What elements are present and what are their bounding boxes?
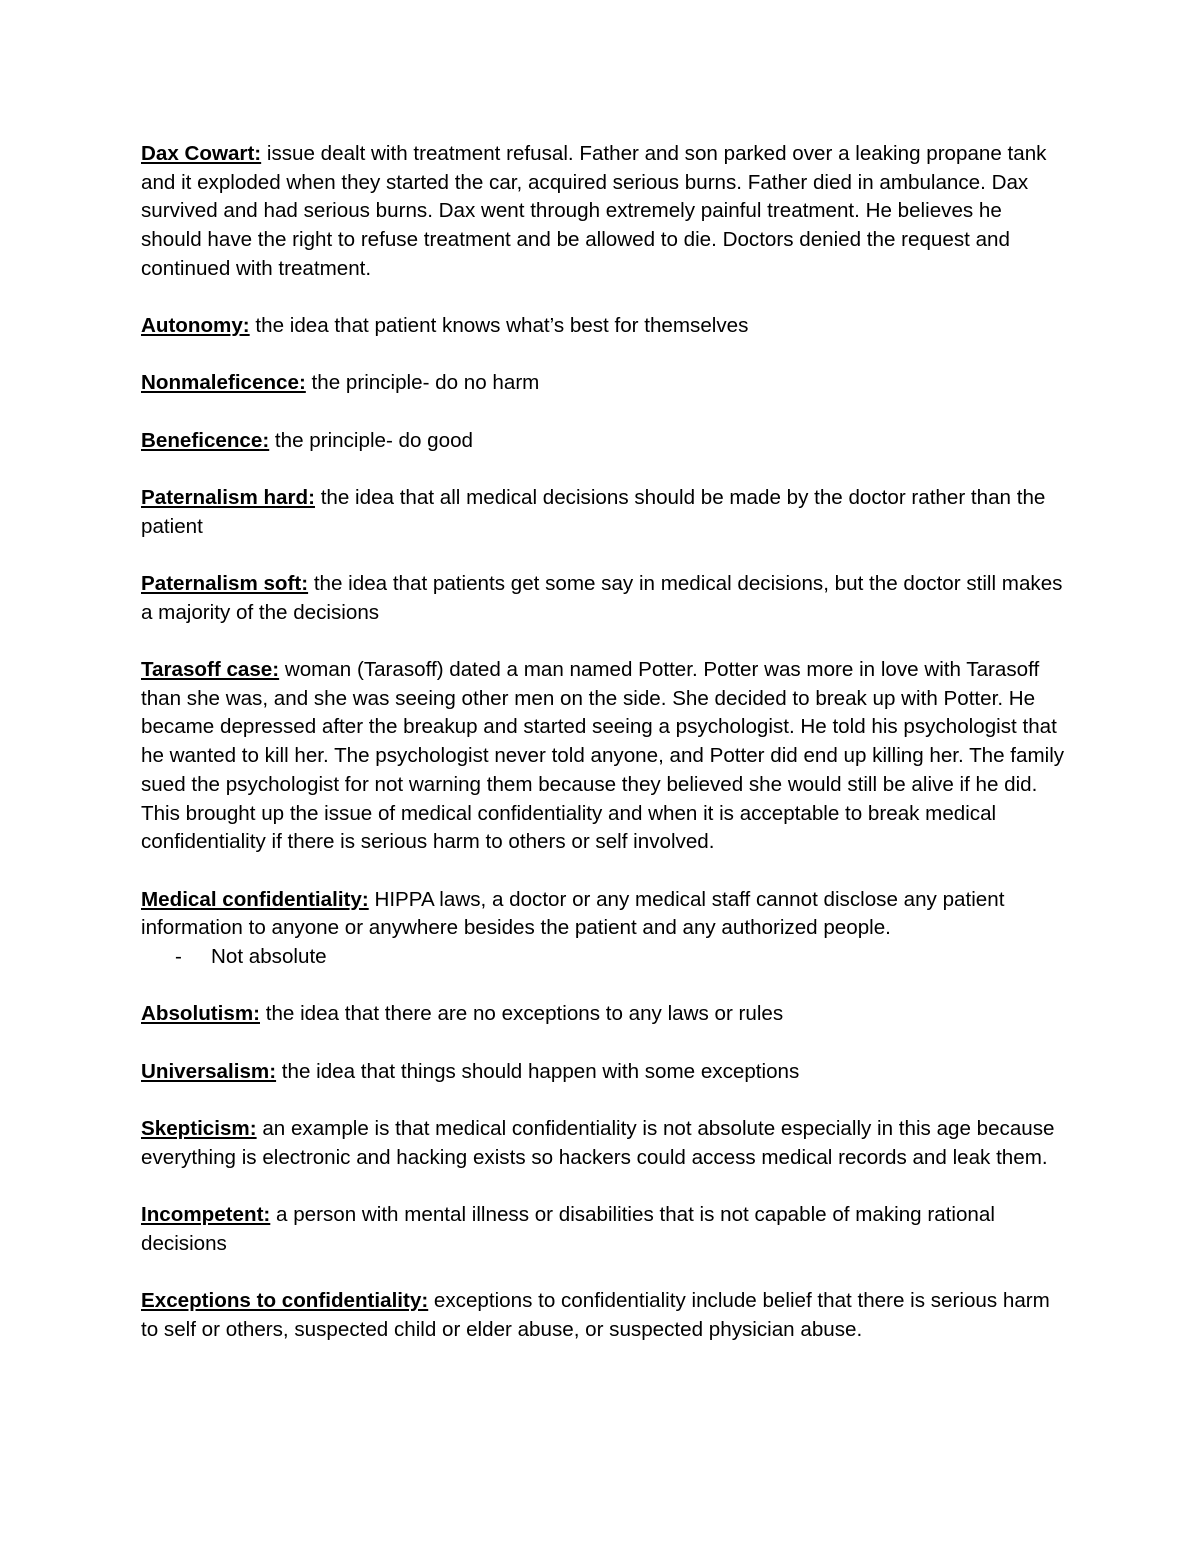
entry-term: Tarasoff case:	[141, 658, 280, 681]
entry-medical-confidentiality	[141, 886, 1066, 972]
entry-universalism	[141, 1058, 1066, 1087]
entry-text: a person with mental illness or disabilities that is not capable of making rational decisions	[141, 1202, 995, 1255]
entry-tarasoff-case	[141, 656, 1066, 857]
entry-dax-cowart	[141, 140, 1066, 284]
entry-term: Skepticism:	[141, 1116, 257, 1140]
entry-term: Beneficence:	[141, 428, 270, 452]
entry-autonomy	[141, 312, 1066, 341]
entry-text: the principle- do good	[269, 428, 473, 452]
entry-text: the idea that things should happen with some exceptions	[276, 1059, 800, 1083]
entry-text: the idea that patients get some say in medical decisions, but the doctor still makes a majority of the decisions	[141, 572, 1063, 624]
entry-term: Absolutism:	[141, 1002, 260, 1026]
entry-text: HIPPA laws, a doctor or any medical staff cannot disclose any patient information to anyone or anywhere besides the patient and any authorized people.	[141, 887, 1005, 940]
entry-skepticism	[141, 1115, 1066, 1172]
entry-text: the idea that all medical decisions should be made by the doctor rather than the patient	[141, 486, 1046, 538]
entry-text: the idea that patient knows what’s best for themselves	[249, 314, 749, 338]
entry-term: Paternalism soft:	[141, 572, 309, 595]
entry-term: Exceptions to confidentiality:	[141, 1288, 429, 1312]
bullet-dash: -	[175, 944, 182, 968]
entry-incompetent	[141, 1201, 1066, 1258]
entry-text: the principle- do no harm	[305, 371, 540, 395]
document-page	[141, 140, 1066, 1373]
entry-text: exceptions to confidentiality include belief that there is serious harm to self or others, suspected child or elder abuse, or suspected physician abuse.	[141, 1288, 1050, 1341]
entry-paternalism-hard	[141, 484, 1066, 541]
bullet-text: Not absolute	[211, 944, 327, 968]
entry-term: Paternalism hard:	[141, 486, 315, 509]
bullet-item	[141, 943, 1066, 972]
entry-term: Dax Cowart:	[141, 142, 262, 165]
entry-term: Autonomy:	[141, 314, 250, 338]
entry-term: Medical confidentiality:	[141, 887, 369, 911]
entry-paternalism-soft	[141, 570, 1066, 627]
entry-nonmaleficence	[141, 369, 1066, 398]
entry-term: Universalism:	[141, 1059, 277, 1083]
entry-text: woman (Tarasoff) dated a man named Potter. Potter was more in love with Tarasoff than she was, and she was seeing other men on the side. She decided to break up with Potter. He became depressed after the breakup and started seeing a psychologist. He told his psychologist that he wanted to kill her. The psychologist never told anyone, and Potter did end up killing her. The family sued the psychologist for not warning them because they believed she would still be alive if he did. This brought up the issue of medical confidentiality and when it is acceptable to break medical confidentiality if there is serious harm to others or self involved.	[141, 658, 1065, 854]
entry-term: Incompetent:	[141, 1202, 271, 1226]
entry-exceptions-to-confidentiality	[141, 1287, 1066, 1344]
entry-text: the idea that there are no exceptions to any laws or rules	[260, 1002, 784, 1026]
entry-text: issue dealt with treatment refusal. Father and son parked over a leaking propane tank and it exploded when they started the car, acquired serious burns. Father died in ambulance. Dax survived and had serious burns. Dax went through extremely painful treatment. He believes he should have the right to refuse treatment and be allowed to die. Doctors denied the request and continued with treatment.	[141, 142, 1047, 280]
entry-text: an example is that medical confidentiality is not absolute especially in this age because everything is electronic and hacking exists so hackers could access medical records and leak them.	[141, 1116, 1055, 1169]
entry-absolutism	[141, 1000, 1066, 1029]
entry-beneficence	[141, 427, 1066, 456]
entry-term: Nonmaleficence:	[141, 371, 306, 395]
